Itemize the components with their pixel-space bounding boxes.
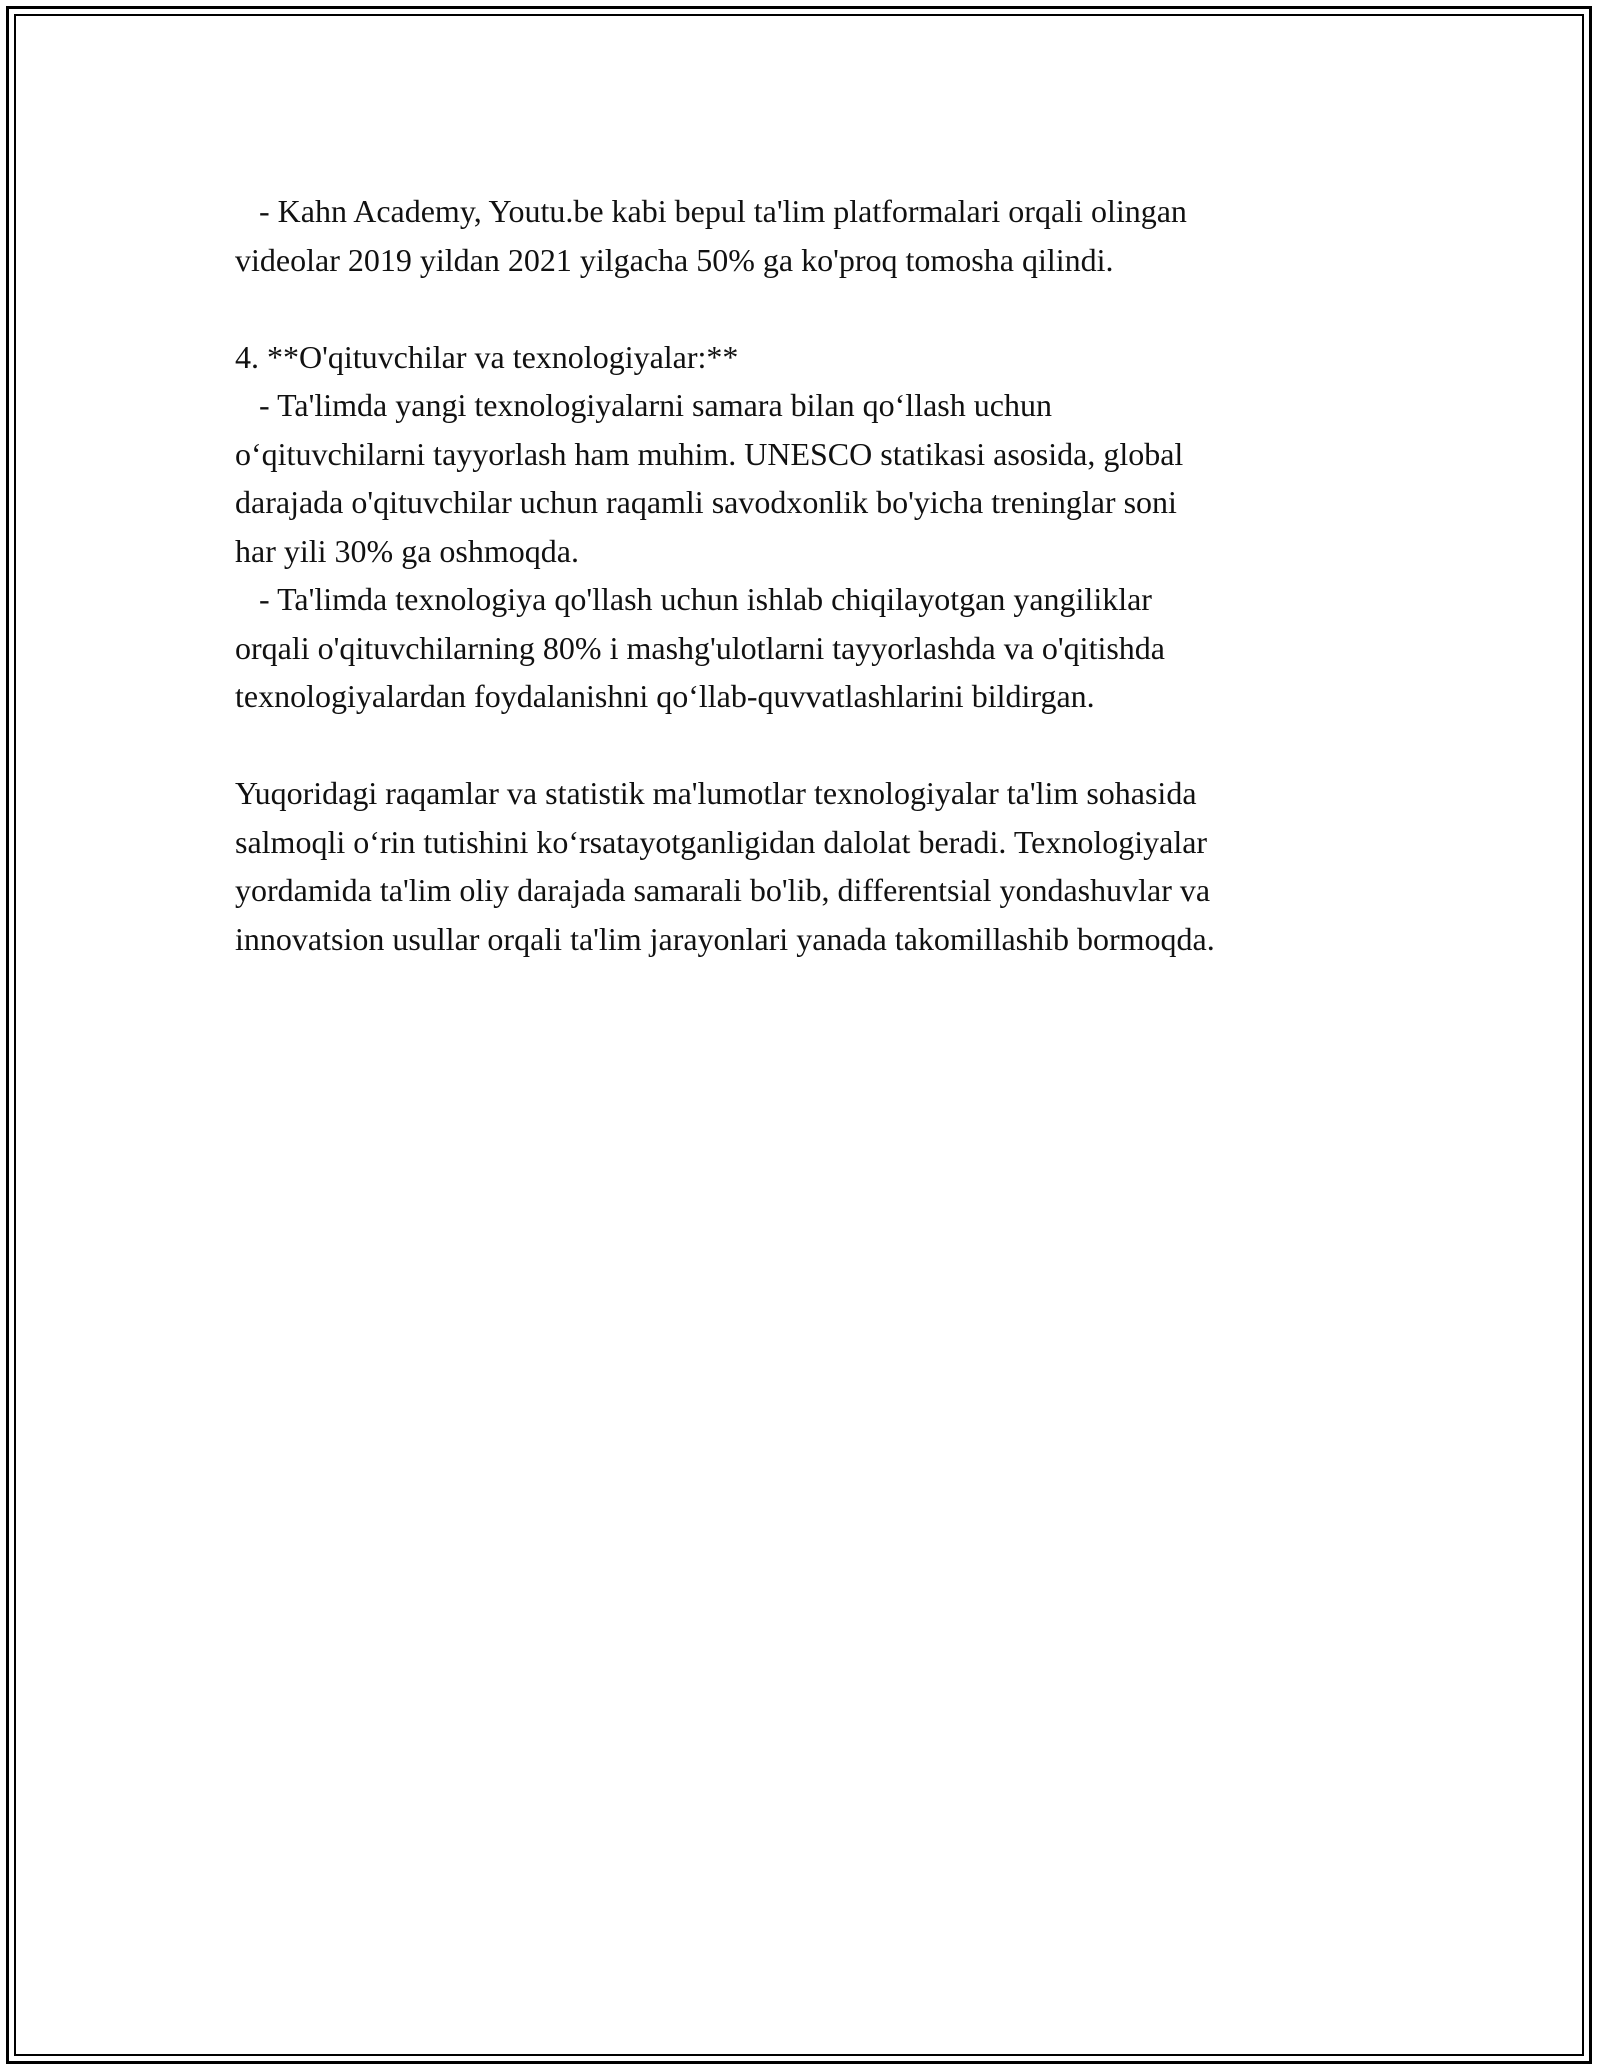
- bullet-line: - Ta'limda texnologiya qo'llash uchun ishlab chiqilayotgan yangiliklar: [235, 581, 1152, 617]
- conclusion-line: Yuqoridagi raqamlar va statistik ma'lumotlar texnologiyalar ta'lim sohasida: [235, 775, 1197, 811]
- bullet-line: - Ta'limda yangi texnologiyalarni samara bilan qo‘llash uchun: [235, 387, 1052, 423]
- text-line: darajada o'qituvchilar uchun raqamli savodxonlik bo'yicha treninglar soni: [235, 484, 1177, 520]
- conclusion-line: innovatsion usullar orqali ta'lim jarayonlari yanada takomillashib bormoqda.: [235, 920, 1215, 957]
- section-heading: 4. **O'qituvchilar va texnologiyalar:**: [235, 338, 739, 375]
- text-line: orqali o'qituvchilarning 80% i mashg'ulotlarni tayyorlashda va o'qitishda: [235, 629, 1165, 666]
- text-line: har yili 30% ga oshmoqda.: [235, 532, 579, 569]
- document-body: [235, 187, 1375, 963]
- blank-line: [235, 721, 1375, 770]
- text-line: texnologiyalardan foydalanishni qo‘llab-quvvatlashlarini bildirgan.: [235, 678, 1095, 714]
- conclusion-line: yordamida ta'lim oliy darajada samarali bo'lib, differentsial yondashuvlar va: [235, 872, 1211, 908]
- blank-line: [235, 284, 1375, 333]
- conclusion-line: salmoqli o‘rin tutishini ko‘rsatayotganligidan dalolat beradi. Texnologiyalar: [235, 823, 1208, 860]
- text-line: videolar 2019 yildan 2021 yilgacha 50% ga ko'proq tomosha qilindi.: [235, 241, 1114, 278]
- text-line: o‘qituvchilarni tayyorlash ham muhim. UNESCO statikasi asosida, global: [235, 435, 1184, 472]
- bullet-line: - Kahn Academy, Youtu.be kabi bepul ta'lim platformalari orqali olingan: [235, 193, 1187, 229]
